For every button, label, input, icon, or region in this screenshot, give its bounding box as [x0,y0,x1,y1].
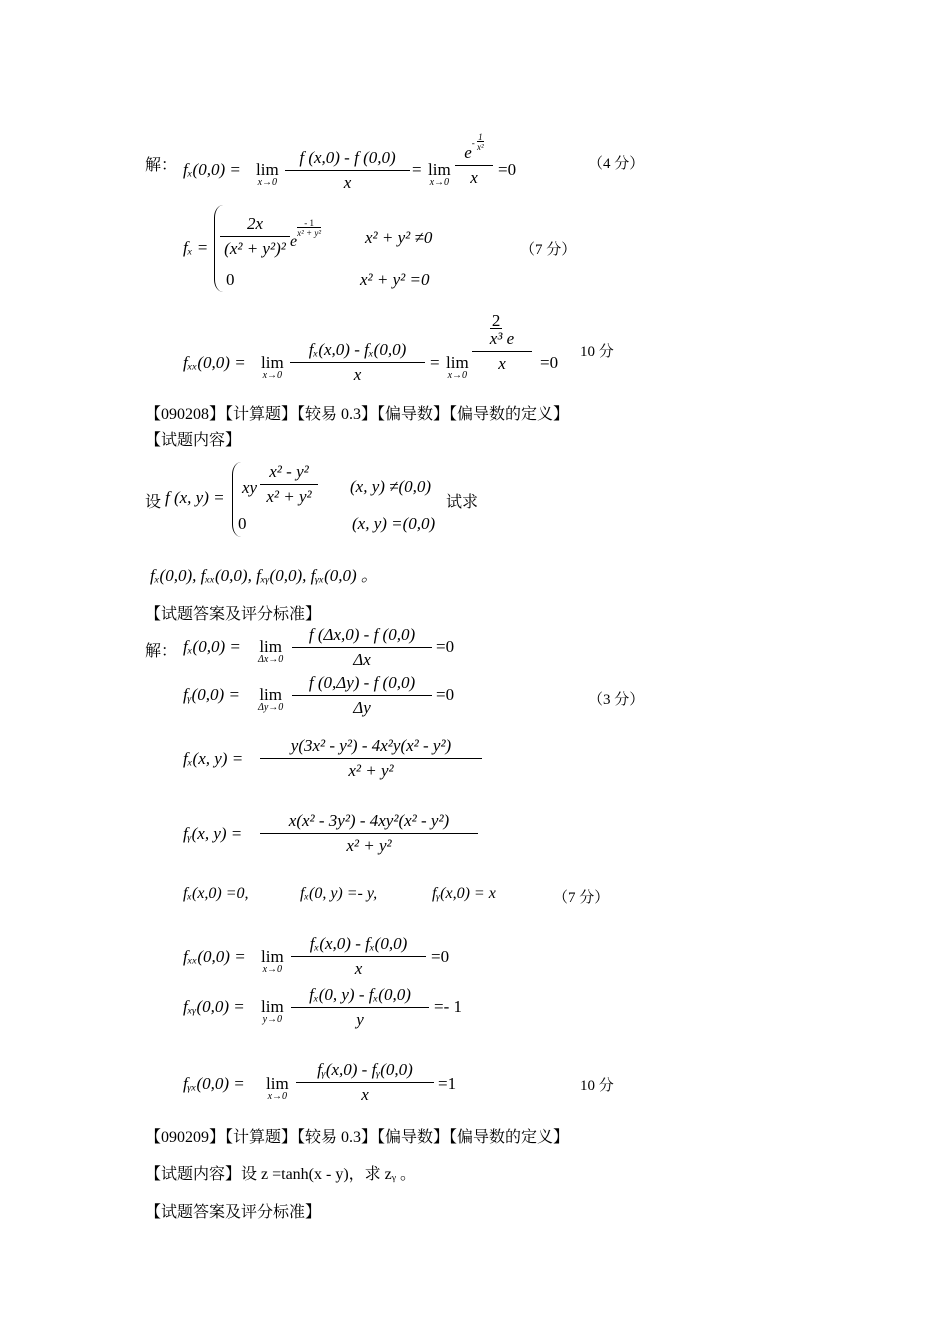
fraction-exponential: $\frac{2}{\text{x³}}$ e x [472,312,532,374]
formula: fᵧ(x,0) = x [432,885,496,902]
formula-lhs: fₓₓ(0,0) = [183,947,246,966]
formula-lhs: fₓ(0,0) = [183,160,241,179]
find-list: fₓ(0,0), fₓₓ(0,0), fₓᵧ(0,0), fᵧₓ(0,0) 。 [150,566,378,585]
fraction: y(3x² - y²) - 4x²y(x² - y²) x² + y² [260,736,482,781]
fraction: fₓ(x,0) - fₓ(0,0) x [291,934,426,979]
result: =0 [436,685,455,704]
answer-label: 【试题答案及评分标准】 [145,1204,322,1221]
condition: x² + y² =0 [360,270,430,289]
fraction: f (0,Δy) - f (0,0) Δy [292,673,432,718]
content-label: 【试题内容】 [145,432,242,449]
score: （3 分） [588,692,645,708]
limit-operator: lim x→0 [428,160,451,188]
score: 10 分 [580,344,614,360]
score: 10 分 [580,1078,614,1094]
set-label: 设 [145,494,162,511]
condition: (x, y) =(0,0) [352,514,436,533]
result: =0 [436,637,455,656]
score: （4 分） [588,156,645,172]
function-def: f (x, y) = [165,488,225,507]
condition: x² + y² ≠0 [365,228,433,247]
equals-sign: = [430,353,440,372]
limit-operator: lim x→0 [446,353,469,381]
formula-lhs: fₓ = [183,238,209,257]
question-content: 【试题内容】设 z =tanh(x - y)，求 zᵧ 。 [145,1166,417,1183]
formula-lhs: fᵧ(x, y) = [183,824,243,843]
answer-label: 【试题答案及评分标准】 [145,606,322,623]
exponential: e- 1 x² + y² [290,218,322,250]
limit-operator: lim x→0 [256,160,279,188]
formula-lhs: fₓᵧ(0,0) = [183,997,245,1016]
limit-operator: lim y→0 [261,997,284,1025]
formula-lhs: fᵧ(0,0) = [183,685,240,704]
fraction: f (x,0) - f (0,0) x [285,148,410,193]
fraction: fᵧ(x,0) - fᵧ(0,0) x [296,1060,434,1105]
result: =0 [498,160,517,179]
limit-operator: lim Δx→0 [258,637,284,665]
formula-lhs: fₓ(x, y) = [183,749,244,768]
result: =1 [438,1074,457,1093]
formula: fₓ(0, y) =- y, [300,885,378,902]
formula: fₓ(x,0) =0, [183,885,249,902]
fraction-exponential: $e^- \frac{1}{\text{x²}}$ x [455,132,493,188]
result: =0 [540,353,559,372]
limit-operator: lim x→0 [261,947,284,975]
fraction: x(x² - 3y²) - 4xy²(x² - y²) x² + y² [260,811,478,856]
try-find-label: 试求 [446,494,479,511]
limit-operator: lim Δy→0 [258,685,284,713]
score: （7 分） [553,890,610,906]
limit-operator: lim x→0 [266,1074,289,1102]
formula-lhs: fₓₓ(0,0) = [183,353,246,372]
formula-lhs: fᵧₓ(0,0) = [183,1074,245,1093]
fraction: x² - y² x² + y² [260,462,318,507]
result: =- 1 [434,997,462,1016]
result: =0 [431,947,450,966]
case-value: 0 [238,514,247,533]
fraction: f (Δx,0) - f (0,0) Δx [292,625,432,670]
condition: (x, y) ≠(0,0) [350,477,432,496]
score: （7 分） [520,242,577,258]
solution-label: 解： [145,157,178,174]
fraction: fₓ(x,0) - fₓ(0,0) x [290,340,425,385]
limit-operator: lim x→0 [261,353,284,381]
fraction: fₓ(0, y) - fₓ(0,0) y [291,985,429,1030]
case-prefix: xy [242,478,258,497]
formula-lhs: fₓ(0,0) = [183,637,241,656]
equals-sign: = [412,160,422,179]
question-header: 【090208】【计算题】【较易 0.3】【偏导数】【偏导数的定义】 [145,406,570,423]
solution-label: 解： [145,643,178,660]
case-value: 0 [226,270,235,289]
question-header: 【090209】【计算题】【较易 0.3】【偏导数】【偏导数的定义】 [145,1129,570,1146]
fraction: 2x (x² + y²)² [220,214,290,259]
